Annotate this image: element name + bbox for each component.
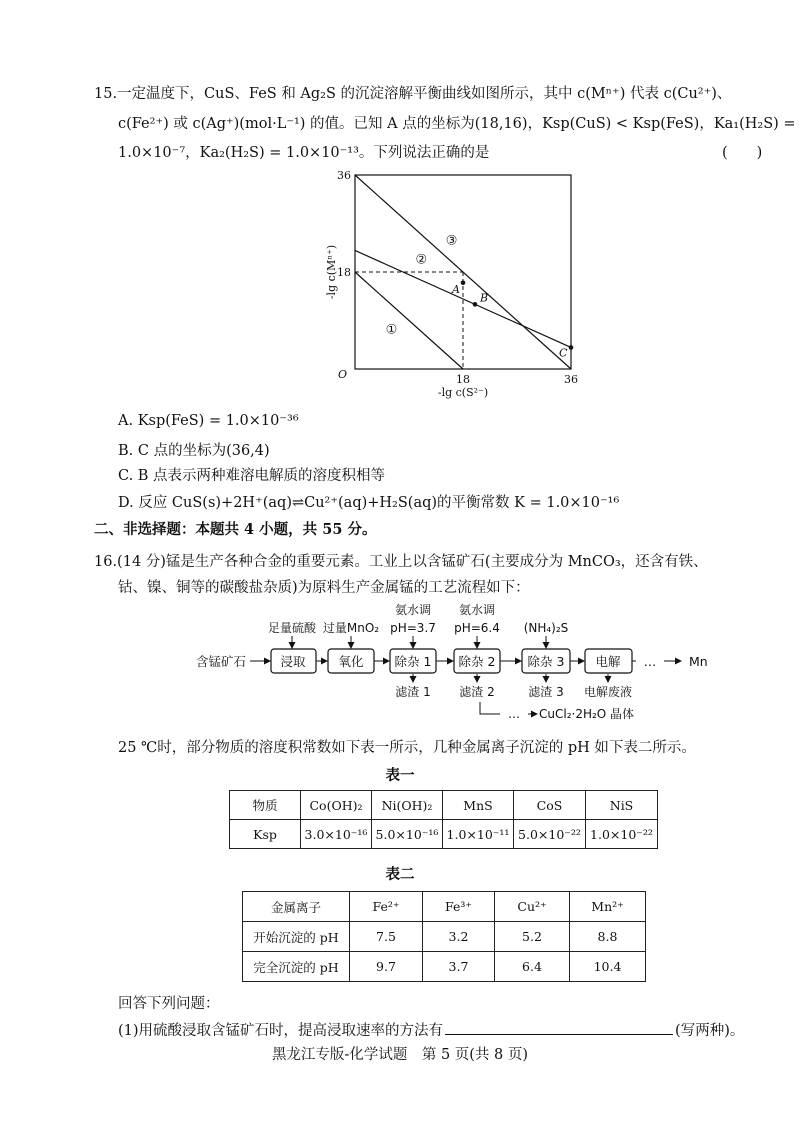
table-2-header-row [243,892,646,922]
table-cell: 完全沉淀的 pH [243,952,350,982]
origin-label: O [337,368,347,381]
table-2-precipitation-ph [242,891,646,982]
y-tick-label: 18 [337,266,351,279]
table-cell: 开始沉淀的 pH [243,922,350,952]
q16-stem-line-2: 钴、镍、铜等的碳酸盐杂质)为原料生产金属锰的工艺流程如下： [118,580,530,596]
x-tick-label: 18 [456,373,470,386]
flow-reagent-acid: 足量硫酸 [267,621,317,635]
flow-reagent-ph-1: pH=3.7 [390,621,436,635]
table-cell: 物质 [230,791,301,820]
q16-stem-line-1: 16.(14 分)锰是生产各种合金的重要元素。工业上以含锰矿石(主要成分为 MnCO₃，还含有铁、 [94,554,708,570]
answer-parentheses: ( ) [722,145,763,161]
x-tick-label: 36 [564,373,578,386]
table-1-ksp [229,790,658,849]
q16-table-intro: 25 ℃时，部分物质的溶度积常数如下表一所示，几种金属离子沉淀的 pH 如下表二所示。 [118,740,696,756]
table-row [243,952,646,982]
table-cell: Mn²⁺ [570,892,646,922]
q15-option-a: A. Ksp(FeS) = 1.0×10⁻³⁶ [118,413,299,429]
table-cell: 5.0×10⁻²² [514,820,586,849]
point-label-a: A [452,282,460,296]
q16-sub-question-1-suffix: (写两种)。 [675,1023,745,1039]
flow-residue-3: 滤渣 3 [528,685,564,699]
q15-stem-line-3-text: 1.0×10⁻⁷，Ka₂(H₂S) = 1.0×10⁻¹³。下列说法正确的是 [118,145,490,161]
flow-input: 含锰矿石 [195,654,247,669]
table-cell: Fe³⁺ [423,892,495,922]
table-cell: 3.7 [423,952,495,982]
table-1-value-row [230,820,658,849]
flow-step-leaching: 浸取 [280,654,306,669]
y-axis-label: -lg c(Mⁿ⁺) [325,244,338,300]
table-cell: 10.4 [570,952,646,982]
point-label-c: C [559,346,568,360]
flow-residue-2: 滤渣 2 [459,685,495,699]
answer-prompt: 回答下列问题： [118,996,220,1012]
flow-reagent-mno2: 过量MnO₂ [322,621,380,635]
flow-reagent-sulfide: (NH₄)₂S [523,621,569,635]
table-2-caption: 表二 [385,866,415,883]
flow-step-oxidation: 氧化 [338,654,364,669]
flow-step-electrolysis: 电解 [595,654,621,669]
table-cell: Cu²⁺ [495,892,570,922]
series-label-1: ① [385,322,398,338]
q16-sub-question-1 [118,1020,744,1041]
table-cell: Ksp [230,820,301,849]
flow-waste-liquid: 电解废液 [583,685,633,699]
table-cell: 金属离子 [243,892,350,922]
table-cell: 5.0×10⁻¹⁶ [372,820,443,849]
table-cell: 3.0×10⁻¹⁶ [301,820,372,849]
table-cell: 6.4 [495,952,570,982]
y-tick-label: 36 [337,169,351,182]
table-cell: 3.2 [423,922,495,952]
table-cell: NiS [586,791,658,820]
flow-step-purify-2: 除杂 2 [458,654,496,669]
table-cell: 1.0×10⁻²² [586,820,658,849]
flow-byproduct: CuCl₂·2H₂O 晶体 [539,707,635,721]
q15-stem-line-2: c(Fe²⁺) 或 c(Ag⁺)(mol·L⁻¹) 的值。已知 A 点的坐标为(18,16)，Ksp(CuS) < Ksp(FeS)，Ka₁(H₂S) = [118,116,796,132]
flow-product: Mn [689,654,708,669]
flow-reagent-ammonia-1: 氨水调 [394,603,432,617]
x-axis-label: -lg c(S²⁻) [437,386,489,399]
page-footer: 黑龙江专版-化学试题 第 5 页(共 8 页) [271,1047,529,1063]
table-1-caption: 表一 [385,767,415,784]
table-cell: Fe²⁺ [350,892,423,922]
table-cell: 9.7 [350,952,423,982]
table-cell: 5.2 [495,922,570,952]
q16-sub-question-1-text: (1)用硫酸浸取含锰矿石时，提高浸取速率的方法有 [118,1023,444,1039]
series-label-2: ② [415,252,428,268]
flow-reagent-ammonia-2: 氨水调 [458,603,496,617]
q15-option-d: D. 反应 CuS(s)+2H⁺(aq)⇌Cu²⁺(aq)+H₂S(aq)的平衡常数 K = 1.0×10⁻¹⁶ [118,495,620,511]
flow-ellipsis-2: … [508,707,520,721]
table-cell: 8.8 [570,922,646,952]
table-cell: MnS [443,791,514,820]
q15-option-c: C. B 点表示两种难溶电解质的溶度积相等 [118,468,386,484]
flow-residue-1: 滤渣 1 [395,685,431,699]
flow-step-purify-1: 除杂 1 [394,654,432,669]
flow-ellipsis-1: … [643,654,657,669]
table-1-header-row [230,791,658,820]
point-label-b: B [480,291,489,305]
table-row [243,922,646,952]
table-cell: Co(OH)₂ [301,791,372,820]
table-cell: Ni(OH)₂ [372,791,443,820]
q15-stem-line-1: 15.一定温度下，CuS、FeS 和 Ag₂S 的沉淀溶解平衡曲线如图所示，其中 c(Mⁿ⁺) 代表 c(Cu²⁺)、 [94,86,732,102]
section-2-heading: 二、非选择题：本题共 4 小题，共 55 分。 [94,521,377,538]
series-label-3: ③ [445,233,458,249]
q15-option-b: B. C 点的坐标为(36,4) [118,443,270,459]
table-cell: 7.5 [350,922,423,952]
answer-blank[interactable] [445,1020,673,1035]
flow-step-purify-3: 除杂 3 [527,654,565,669]
table-cell: CoS [514,791,586,820]
flow-reagent-ph-2: pH=6.4 [454,621,500,635]
table-cell: 1.0×10⁻¹¹ [443,820,514,849]
